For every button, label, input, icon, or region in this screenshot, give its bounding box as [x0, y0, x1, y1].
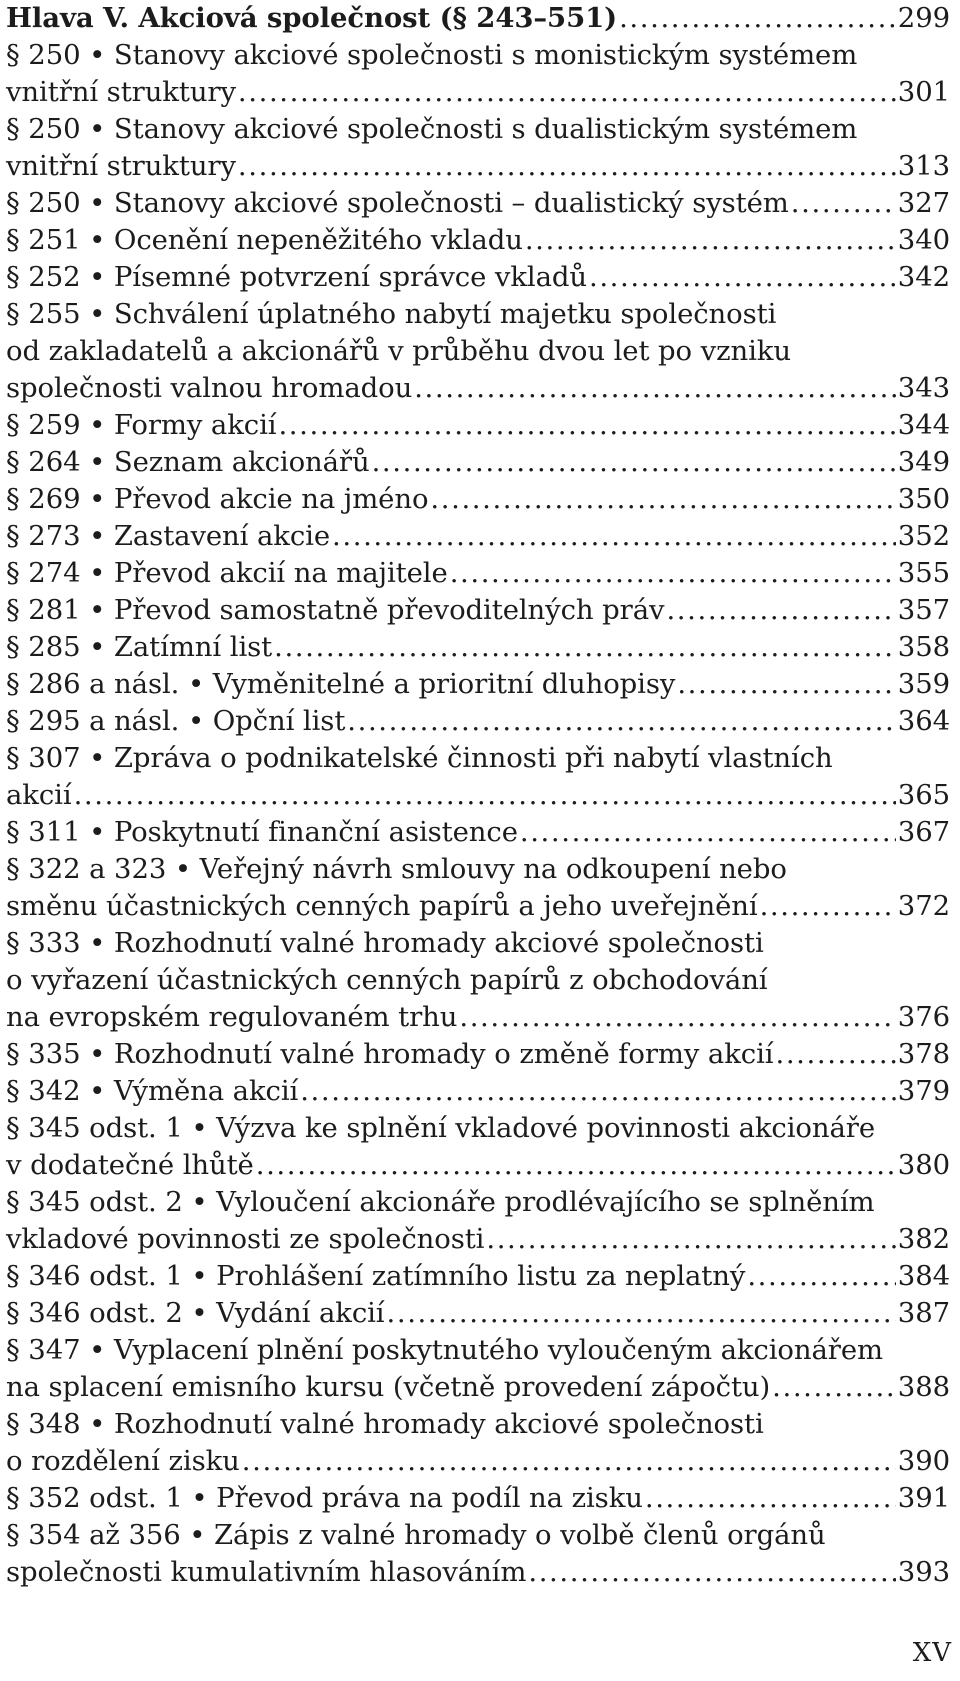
toc-entry	[6, 481, 950, 518]
dot-leader	[772, 1369, 896, 1406]
dot-leader	[256, 1147, 896, 1184]
toc-page-number: 357	[897, 594, 950, 626]
dot-leader	[387, 1295, 896, 1332]
toc-line	[6, 185, 950, 222]
toc-entry-text: § 352 odst. 1 • Převod práva na podíl na zisku	[6, 1482, 643, 1514]
toc-line	[6, 999, 950, 1036]
toc-line	[6, 1554, 950, 1591]
toc-entry-text: § 252 • Písemné potvrzení správce vkladů	[6, 261, 587, 293]
toc-entry-text: § 286 a násl. • Vyměnitelné a prioritní dluhopisy	[6, 668, 676, 700]
toc-entry	[6, 1184, 950, 1258]
toc-page-number: 393	[897, 1556, 950, 1588]
dot-leader	[238, 74, 896, 111]
toc-entry	[6, 37, 950, 111]
toc-line	[6, 1480, 950, 1517]
toc-line	[6, 407, 950, 444]
toc-entry	[6, 925, 950, 1036]
toc-entry	[6, 1295, 950, 1332]
dot-leader	[589, 259, 896, 296]
dot-leader	[238, 148, 896, 185]
dot-leader	[450, 555, 896, 592]
dot-leader	[486, 1221, 895, 1258]
dot-leader	[525, 222, 896, 259]
toc-page-number: 372	[897, 890, 950, 922]
toc-entry-text: o rozdělení zisku	[6, 1445, 240, 1477]
toc-page-number: 380	[897, 1149, 950, 1181]
toc-entry-text: § 264 • Seznam akcionářů	[6, 446, 370, 478]
toc-entry	[6, 444, 950, 481]
toc-line	[6, 1258, 950, 1295]
toc-entry-text: akcií	[6, 779, 72, 811]
toc-page-number: 391	[897, 1482, 950, 1514]
dot-leader	[776, 1036, 896, 1073]
dot-leader	[300, 1073, 896, 1110]
toc-entry-text-line: § 307 • Zpráva o podnikatelské činnosti při nabytí vlastních	[6, 742, 833, 774]
toc-entry-text-line: § 347 • Vyplacení plnění poskytnutého vyloučeným akcionářem	[6, 1334, 883, 1366]
table-of-contents	[6, 0, 950, 1591]
toc-line	[6, 666, 950, 703]
dot-leader	[274, 629, 896, 666]
dot-leader	[760, 888, 896, 925]
toc-entry	[6, 1073, 950, 1110]
toc-entry	[6, 518, 950, 555]
toc-line	[6, 148, 950, 185]
toc-entry-text: § 274 • Převod akcií na majitele	[6, 557, 448, 589]
dot-leader	[242, 1443, 896, 1480]
toc-line	[6, 1073, 950, 1110]
toc-entry-text-line: § 250 • Stanovy akciové společnosti s dualistickým systémem	[6, 113, 858, 145]
chapter-title: Hlava V. Akciová společnost (§ 243–551)	[6, 2, 618, 34]
toc-entry	[6, 185, 950, 222]
toc-entry-text: společnosti kumulativním hlasováním	[6, 1556, 527, 1588]
toc-entry-text: § 251 • Ocenění nepeněžitého vkladu	[6, 224, 523, 256]
toc-entry	[6, 1110, 950, 1184]
toc-entry-text-line: § 333 • Rozhodnutí valné hromady akciové společnosti	[6, 927, 764, 959]
toc-page-number: 359	[897, 668, 950, 700]
toc-entry-text-line: § 348 • Rozhodnutí valné hromady akciové společnosti	[6, 1408, 764, 1440]
toc-entry-text-line: § 345 odst. 2 • Vyloučení akcionáře prodlévajícího se splněním	[6, 1186, 875, 1218]
dot-leader	[666, 592, 895, 629]
toc-page-number: 352	[897, 520, 950, 552]
dot-leader	[677, 666, 895, 703]
dot-leader	[459, 999, 895, 1036]
toc-entry	[6, 1332, 950, 1406]
toc-line	[6, 888, 950, 925]
toc-page-number: 358	[897, 631, 950, 663]
dot-leader	[414, 370, 896, 407]
toc-line	[6, 1295, 950, 1332]
toc-entry-text: § 346 odst. 2 • Vydání akcií	[6, 1297, 385, 1329]
toc-entry	[6, 407, 950, 444]
dot-leader	[74, 777, 896, 814]
toc-entry	[6, 740, 950, 814]
toc-page-number: 382	[897, 1223, 950, 1255]
toc-entry-text-line: § 322 a 323 • Veřejný návrh smlouvy na odkoupení nebo	[6, 853, 787, 885]
toc-line	[6, 592, 950, 629]
toc-page-number: 313	[897, 150, 950, 182]
toc-line	[6, 518, 950, 555]
toc-entry-text: § 250 • Stanovy akciové společnosti – dualistický systém	[6, 187, 789, 219]
chapter-page-number: 299	[897, 2, 950, 34]
toc-line	[6, 1443, 950, 1480]
toc-entry	[6, 222, 950, 259]
toc-entry-text: § 273 • Zastavení akcie	[6, 520, 331, 552]
toc-entry	[6, 1036, 950, 1073]
toc-entry-text-line: o vyřazení účastnických cenných papírů z obchodování	[6, 964, 768, 996]
toc-entry-text: vnitřní struktury	[6, 76, 236, 108]
dot-leader	[645, 1480, 896, 1517]
toc-page-number: 388	[897, 1371, 950, 1403]
toc-entry	[6, 1258, 950, 1295]
toc-page-number: 390	[897, 1445, 950, 1477]
toc-entries	[6, 37, 950, 1591]
dot-leader	[332, 518, 896, 555]
toc-entry-text: vnitřní struktury	[6, 150, 236, 182]
toc-line	[6, 703, 950, 740]
toc-entry-text: na splacení emisního kursu (včetně provedení zápočtu)	[6, 1371, 771, 1403]
toc-entry-text: § 285 • Zatímní list	[6, 631, 273, 663]
toc-page-number: 367	[897, 816, 950, 848]
toc-entry-text: § 281 • Převod samostatně převoditelných práv	[6, 594, 665, 626]
toc-entry-text-line: od zakladatelů a akcionářů v průběhu dvou let po vzniku	[6, 335, 791, 367]
toc-page-number: 365	[897, 779, 950, 811]
toc-entry-text-line: § 354 až 356 • Zápis z valné hromady o volbě členů orgánů	[6, 1519, 826, 1551]
toc-entry-text: § 311 • Poskytnutí finanční asistence	[6, 816, 518, 848]
toc-line	[6, 481, 950, 518]
dot-leader	[747, 1258, 895, 1295]
dot-leader	[528, 1554, 895, 1591]
toc-page-number: 376	[897, 1001, 950, 1033]
toc-line	[6, 370, 950, 407]
toc-page-number: 364	[897, 705, 950, 737]
toc-entry-text: společnosti valnou hromadou	[6, 372, 413, 404]
toc-entry-text: § 295 a násl. • Opční list	[6, 705, 346, 737]
toc-line	[6, 555, 950, 592]
toc-line	[6, 777, 950, 814]
toc-page-number: 349	[897, 446, 950, 478]
dot-leader	[520, 814, 896, 851]
toc-entry	[6, 851, 950, 925]
toc-line	[6, 814, 950, 851]
toc-entry	[6, 259, 950, 296]
toc-entry	[6, 296, 950, 407]
toc-line	[6, 0, 950, 37]
toc-chapter-heading	[6, 0, 950, 37]
toc-entry-text: v dodatečné lhůtě	[6, 1149, 254, 1181]
toc-page-number: 340	[897, 224, 950, 256]
dot-leader	[791, 185, 896, 222]
toc-entry-text: § 342 • Výměna akcií	[6, 1075, 299, 1107]
toc-line	[6, 1369, 950, 1406]
toc-entry-text: na evropském regulovaném trhu	[6, 1001, 458, 1033]
dot-leader	[430, 481, 895, 518]
toc-entry	[6, 555, 950, 592]
toc-entry-text-line: § 345 odst. 1 • Výzva ke splnění vkladové povinnosti akcionáře	[6, 1112, 876, 1144]
toc-entry-text: vkladové povinnosti ze společnosti	[6, 1223, 485, 1255]
toc-entry-text: směnu účastnických cenných papírů a jeho uveřejnění	[6, 890, 758, 922]
toc-page-number: 343	[897, 372, 950, 404]
toc-line	[6, 74, 950, 111]
toc-page-number: 387	[897, 1297, 950, 1329]
toc-line	[6, 444, 950, 481]
toc-entry	[6, 111, 950, 185]
toc-page-number: 342	[897, 261, 950, 293]
toc-entry-text: § 346 odst. 1 • Prohlášení zatímního listu za neplatný	[6, 1260, 746, 1292]
toc-page-number: 327	[897, 187, 950, 219]
toc-entry-text-line: § 250 • Stanovy akciové společnosti s monistickým systémem	[6, 39, 858, 71]
toc-line	[6, 1147, 950, 1184]
page-number: XV	[912, 1638, 952, 1668]
toc-entry-text: § 269 • Převod akcie na jméno	[6, 483, 429, 515]
toc-page-number: 301	[897, 76, 950, 108]
toc-page-number: 344	[897, 409, 950, 441]
dot-leader	[278, 407, 895, 444]
toc-page-number: 355	[897, 557, 950, 589]
toc-entry	[6, 629, 950, 666]
toc-entry	[6, 1517, 950, 1591]
dot-leader	[619, 0, 896, 37]
toc-entry	[6, 592, 950, 629]
toc-page-number: 379	[897, 1075, 950, 1107]
dot-leader	[347, 703, 896, 740]
toc-entry-text-line: § 255 • Schválení úplatného nabytí majetku společnosti	[6, 298, 777, 330]
toc-entry	[6, 666, 950, 703]
toc-line	[6, 1221, 950, 1258]
toc-page-number: 384	[897, 1260, 950, 1292]
toc-line	[6, 259, 950, 296]
toc-line	[6, 629, 950, 666]
toc-entry	[6, 1406, 950, 1480]
toc-entry	[6, 703, 950, 740]
toc-entry	[6, 814, 950, 851]
toc-entry-text: § 335 • Rozhodnutí valné hromady o změně formy akcií	[6, 1038, 774, 1070]
toc-page-number: 350	[897, 483, 950, 515]
toc-line	[6, 222, 950, 259]
toc-entry	[6, 1480, 950, 1517]
toc-line	[6, 1036, 950, 1073]
toc-page-number: 378	[897, 1038, 950, 1070]
dot-leader	[372, 444, 896, 481]
toc-entry-text: § 259 • Formy akcií	[6, 409, 277, 441]
